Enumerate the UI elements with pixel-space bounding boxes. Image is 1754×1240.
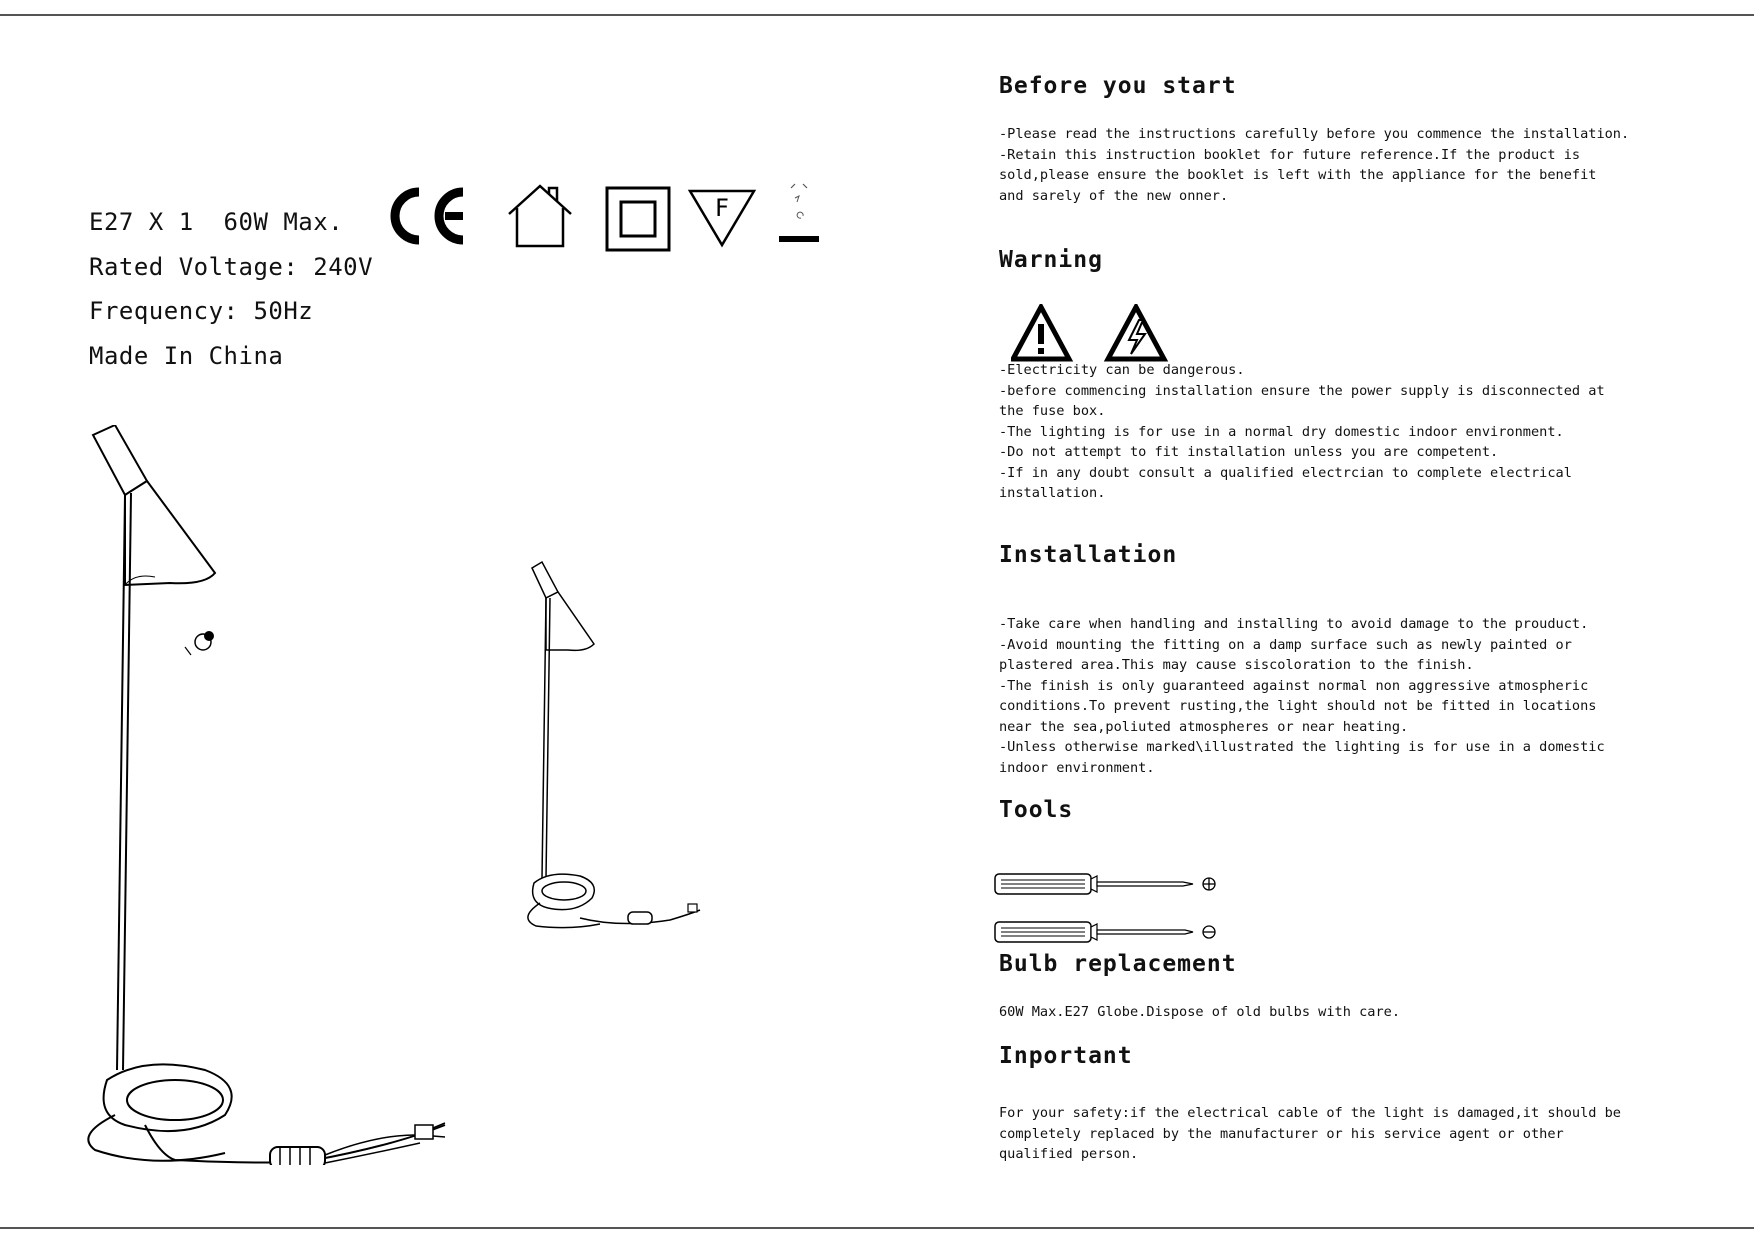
text-line: plastered area.This may cause siscoloration to the finish. (999, 657, 1474, 673)
tools-heading: Tools (999, 797, 1074, 823)
text-line: -Avoid mounting the fitting on a damp surface such as newly painted or (999, 636, 1572, 653)
text-line: installation. (999, 485, 1106, 501)
spec-list (89, 200, 373, 378)
text-line: -before commencing installation ensure the power supply is disconnected at (999, 382, 1605, 399)
text-line: -Electricity can be dangerous. (999, 362, 1245, 378)
warning-heading: Warning (999, 247, 1103, 273)
hazard-warning-icon (1011, 304, 1181, 364)
installation-heading: Installation (999, 542, 1178, 568)
text-line: -The finish is only guaranteed against normal non aggressive atmospheric (999, 677, 1589, 694)
warning-icons (1011, 304, 1181, 368)
indoor-use-house-icon (505, 182, 575, 254)
phillips-screwdriver-icon (995, 874, 1215, 894)
text-line: sold,please ensure the booklet is left with the appliance for the benefit (999, 167, 1597, 183)
double-insulation-icon (605, 186, 671, 256)
text-line: -The lighting is for use in a normal dry domestic indoor environment. (999, 423, 1564, 440)
before-you-start-text (999, 124, 1659, 206)
important-heading: Inportant (999, 1043, 1133, 1069)
tools-illustration (993, 866, 1233, 950)
text-line: -Unless otherwise marked\illustrated the lighting is for use in a domestic (999, 739, 1605, 755)
installation-text (999, 614, 1659, 778)
certification-marks (385, 180, 825, 260)
text-line: indoor environment. (999, 759, 1155, 776)
floor-lamp-illustration (75, 425, 475, 1169)
text-line: -Please read the instructions carefully before you commence the installation. (999, 126, 1630, 142)
bulb-replacement-heading: Bulb replacement (999, 951, 1237, 977)
text-line: For your safety:if the electrical cable of the light is damaged,it should be (999, 1105, 1621, 1121)
top-border-line (0, 14, 1754, 16)
text-line: -Retain this instruction booklet for future reference.If the product is (999, 146, 1581, 163)
warning-text (999, 360, 1659, 504)
spec-origin: Made In China (89, 341, 284, 370)
text-line: and sarely of the new onner. (999, 187, 1229, 204)
text-line: 60W Max.E27 Globe.Dispose of old bulbs with care. (999, 1004, 1401, 1020)
text-line: conditions.To prevent rusting,the light should not be fitted in locations (999, 698, 1597, 714)
bottom-border-line (0, 1227, 1754, 1229)
before-you-start-heading: Before you start (999, 73, 1237, 99)
text-line: -Take care when handling and installing to avoid damage to the prouduct. (999, 616, 1589, 632)
f-mark-label: F (715, 194, 729, 222)
bulb-replacement-text (999, 1002, 1659, 1023)
weee-bin-icon (777, 180, 821, 250)
text-line: completely replaced by the manufacturer or his service agent or other (999, 1125, 1564, 1142)
text-line: near the sea,poliuted atmospheres or near heating. (999, 718, 1409, 735)
text-line: the fuse box. (999, 403, 1106, 419)
spec-voltage: Rated Voltage: 240V (89, 252, 374, 281)
floor-lamp-small-illustration (520, 558, 720, 942)
f-mark-triangle-icon (687, 188, 757, 252)
important-text (999, 1103, 1659, 1165)
spec-bulb: E27 X 1 60W Max. (89, 208, 344, 236)
spec-frequency: Frequency: 50Hz (89, 297, 314, 325)
flat-screwdriver-icon (995, 922, 1215, 942)
ce-mark-icon (389, 186, 469, 250)
text-line: qualified person. (999, 1146, 1139, 1162)
text-line: -If in any doubt consult a qualified electrcian to complete electrical (999, 464, 1572, 481)
text-line: -Do not attempt to fit installation unless you are competent. (999, 444, 1499, 460)
